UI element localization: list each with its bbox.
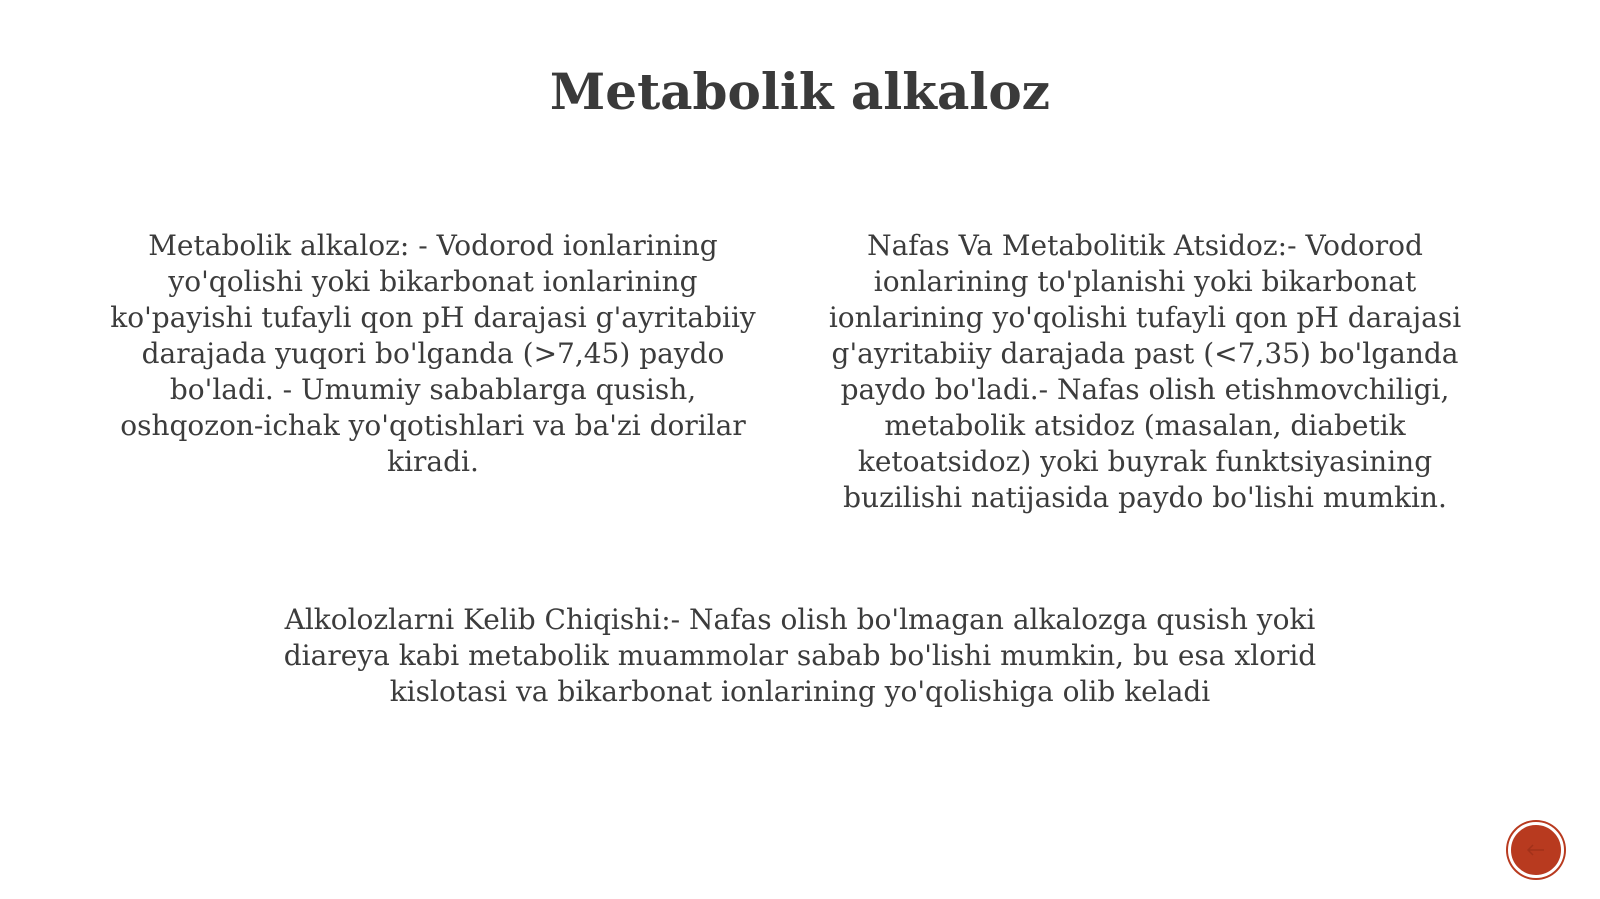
back-nav-button[interactable] <box>1508 822 1564 878</box>
left-text-block: Metabolik alkaloz: - Vodorod ionlarining yo'qolishi yoki bikarbonat ionlarining ko'payishi tufayli qon pH darajasi g'ayritabiiy darajada yuqori bo'lganda (>7,45) paydo bo'ladi. - Umumiy sabablarga qusish, oshqozon-ichak yo'qotishlari va ba'zi dorilar kiradi. <box>110 229 756 478</box>
slide-title: Metabolik alkaloz <box>549 62 1051 121</box>
bottom-text-block: Alkolozlarni Kelib Chiqishi:- Nafas olish bo'lmagan alkalozga qusish yoki diareya kabi metabolik muammolar sabab bo'lishi mumkin, bu esa xlorid kislotasi va bikarbonat ionlarining yo'qolishiga olib keladi <box>283 603 1317 708</box>
back-arrow-icon <box>1527 844 1545 856</box>
right-text-block: Nafas Va Metabolitik Atsidoz:- Vodorod ionlarining to'planishi yoki bikarbonat ionlarining yo'qolishi tufayli qon pH darajasi g'ayritabiiy darajada past (<7,35) bo'lganda paydo bo'ladi.- Nafas olish etishmovchiligi, metabolik atsidoz (masalan, diabetik ketoatsidoz) yoki buyrak funktsiyasining buzilishi natijasida paydo bo'lishi mumkin. <box>828 229 1462 514</box>
